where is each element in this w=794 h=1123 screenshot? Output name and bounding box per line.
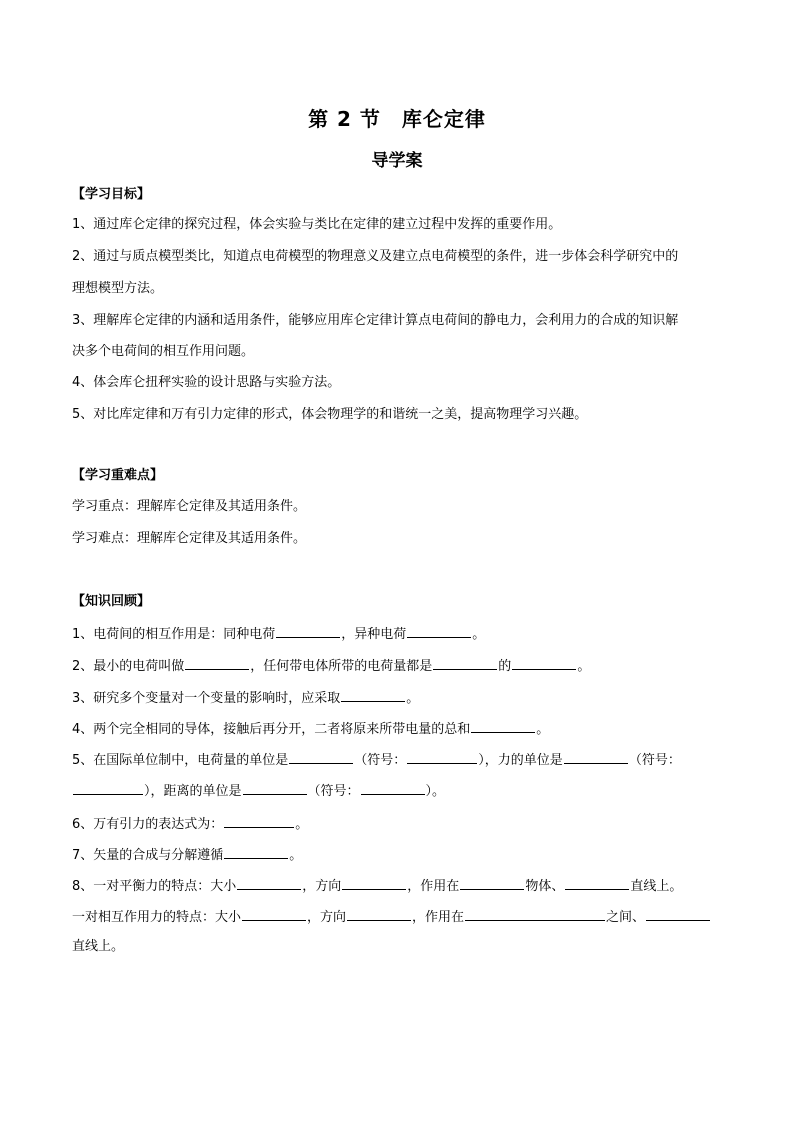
question-text: ，方向	[302, 879, 342, 894]
question-text: 一对相互作用力的特点：大小	[72, 910, 242, 925]
review-question-6	[72, 814, 732, 834]
answer-blank[interactable]	[347, 907, 411, 921]
review-heading: 【知识回顾】	[72, 594, 151, 609]
question-text: 。	[472, 627, 486, 642]
answer-blank[interactable]	[460, 876, 524, 890]
question-text: 5、在国际单位制中，电荷量的单位是	[72, 753, 289, 768]
question-text: 。	[295, 817, 309, 832]
question-text: ，任何带电体所带的电荷量都是	[250, 659, 433, 674]
answer-blank[interactable]	[224, 845, 288, 859]
answer-blank[interactable]	[237, 876, 301, 890]
goal-item: 4、体会库仑扭秤实验的设计思路与实验方法。	[72, 375, 341, 390]
answer-blank[interactable]	[243, 781, 307, 795]
question-text: 6、万有引力的表达式为：	[72, 817, 224, 832]
question-text: 1、电荷间的相互作用是：同种电荷	[72, 627, 276, 642]
review-question-5-cont	[72, 781, 732, 801]
goal-item: 2、通过与质点模型类比，知道点电荷模型的物理意义及建立点电荷模型的条件，进一步体会科学研究中的	[72, 249, 679, 264]
question-text: ，作用在	[412, 910, 465, 925]
question-text: 之间、	[606, 910, 646, 925]
question-text: 直线上。	[630, 879, 683, 894]
question-text: （符号：	[307, 784, 360, 799]
question-text: ），距离的单位是	[144, 784, 242, 799]
answer-blank[interactable]	[242, 907, 306, 921]
review-question-4	[72, 719, 732, 739]
question-text: 的	[498, 659, 512, 674]
answer-blank[interactable]	[565, 876, 629, 890]
page-subtitle: 导学案	[371, 151, 423, 171]
review-question-2	[72, 656, 732, 676]
question-text: 。	[406, 691, 420, 706]
answer-blank[interactable]	[564, 750, 628, 764]
question-text: 4、两个完全相同的导体，接触后再分开，二者将原来所带电量的总和	[72, 722, 471, 737]
review-question-8-end: 直线上。	[72, 939, 125, 954]
answer-blank[interactable]	[512, 656, 576, 670]
question-text: 物体、	[525, 879, 565, 894]
answer-blank[interactable]	[361, 781, 425, 795]
review-question-7	[72, 845, 732, 865]
answer-blank[interactable]	[224, 814, 294, 828]
goal-item: 1、通过库仑定律的探究过程，体会实验与类比在定律的建立过程中发挥的重要作用。	[72, 217, 562, 232]
question-text: ，方向	[307, 910, 347, 925]
goal-item: 5、对比库定律和万有引力定律的形式，体会物理学的和谐统一之美，提高物理学习兴趣。	[72, 407, 588, 422]
question-text: （符号：	[628, 753, 681, 768]
answer-blank[interactable]	[433, 656, 497, 670]
goal-item: 决多个电荷间的相互作用问题。	[72, 344, 255, 359]
question-text: ）。	[425, 784, 446, 799]
question-text: 2、最小的电荷叫做	[72, 659, 185, 674]
key-difficulty: 学习难点：理解库仑定律及其适用条件。	[72, 531, 307, 546]
answer-blank[interactable]	[407, 624, 471, 638]
question-text: 。	[577, 659, 591, 674]
question-text: 8、一对平衡力的特点：大小	[72, 879, 237, 894]
review-question-5	[72, 750, 732, 770]
question-text: ，作用在	[407, 879, 460, 894]
review-question-1	[72, 624, 732, 644]
question-text: 3、研究多个变量对一个变量的影响时，应采取	[72, 691, 341, 706]
answer-blank[interactable]	[646, 907, 710, 921]
goals-heading: 【学习目标】	[72, 187, 151, 202]
goal-item: 3、理解库仑定律的内涵和适用条件，能够应用库仑定律计算点电荷间的静电力，会利用力的合成的知识解	[72, 313, 679, 328]
goal-item: 理想模型方法。	[72, 281, 164, 296]
answer-blank[interactable]	[471, 719, 535, 733]
answer-blank[interactable]	[276, 624, 340, 638]
question-text: （符号：	[354, 753, 407, 768]
key-points-heading: 【学习重难点】	[72, 468, 164, 483]
question-text: ），力的单位是	[478, 753, 563, 768]
answer-blank[interactable]	[342, 876, 406, 890]
review-question-3	[72, 688, 732, 708]
answer-blank[interactable]	[289, 750, 353, 764]
answer-blank[interactable]	[465, 907, 605, 921]
answer-blank[interactable]	[185, 656, 249, 670]
question-text: 。	[289, 848, 303, 863]
answer-blank[interactable]	[407, 750, 477, 764]
review-question-8	[72, 876, 732, 896]
answer-blank[interactable]	[73, 781, 143, 795]
question-text: ，异种电荷	[341, 627, 407, 642]
question-text: 。	[536, 722, 550, 737]
page-title: 第 2 节 库仑定律	[308, 107, 486, 131]
answer-blank[interactable]	[341, 688, 405, 702]
question-text: 7、矢量的合成与分解遵循	[72, 848, 224, 863]
key-focus: 学习重点：理解库仑定律及其适用条件。	[72, 499, 307, 514]
review-question-8-cont	[72, 907, 732, 927]
